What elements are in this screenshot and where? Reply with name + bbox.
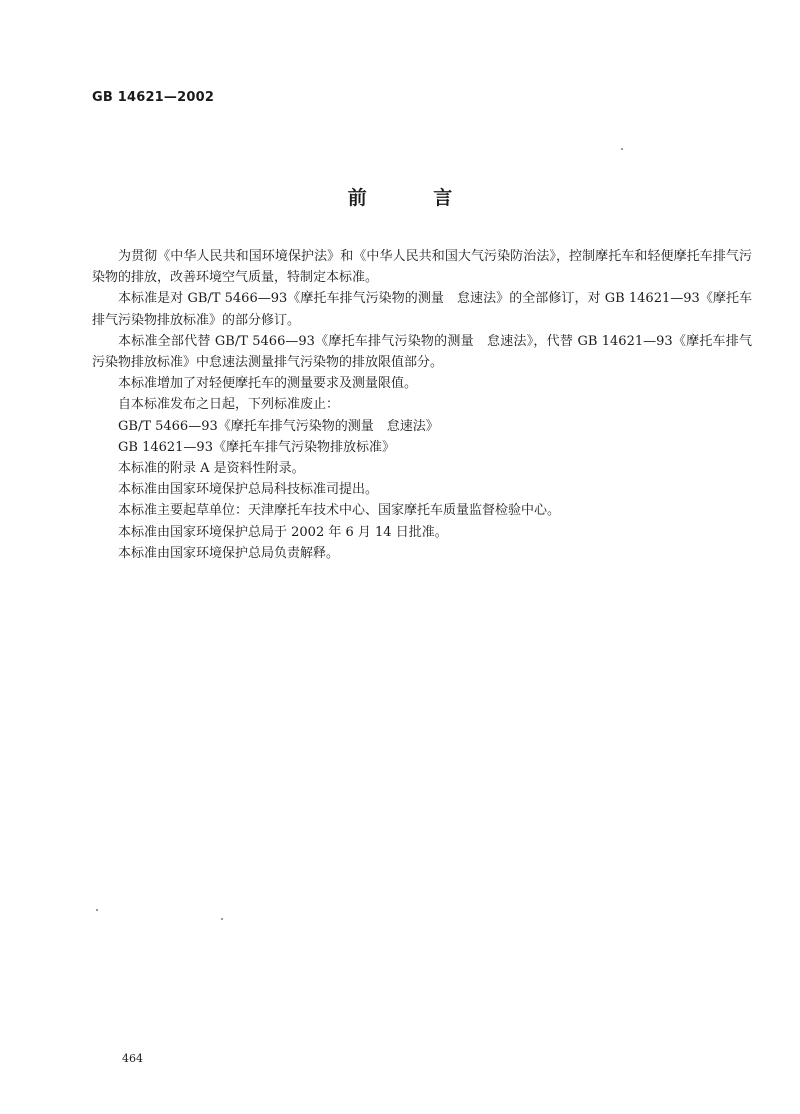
paragraph-approval: 本标准由国家环境保护总局于 2002 年 6 月 14 日批准。 xyxy=(118,524,448,540)
paragraph-proposed-by: 本标准由国家环境保护总局科技标准司提出。 xyxy=(118,482,379,498)
paragraph-appendix: 本标准的附录 A 是资料性附录。 xyxy=(118,461,305,477)
paragraph-revision: 本标准是对 GB/T 5466—93《摩托车排气污染物的测量 怠速法》的全部修订，对 GB 14621—93《摩托车排气污染物排放标准》的部分修订。 xyxy=(92,291,752,328)
scan-speck xyxy=(621,148,623,150)
paragraph-replacement: 本标准全部代替 GB/T 5466—93《摩托车排气污染物的测量 怠速法》，代替 GB 14621—93《摩托车排气污染物排放标准》中怠速法测量排气污染物的排放限值部分。 xyxy=(92,333,752,371)
page-title: 前 言 xyxy=(347,187,483,209)
foreword-body xyxy=(92,246,752,564)
paragraph-drafting-units: 本标准主要起草单位：天津摩托车技术中心、国家摩托车质量监督检验中心。 xyxy=(118,503,561,519)
page-number: 464 xyxy=(122,1052,143,1065)
standard-code: GB 14621—2002 xyxy=(92,90,215,105)
paragraph-abolished-intro: 自本标准发布之日起，下列标准废止： xyxy=(118,397,340,413)
paragraph-addition: 本标准增加了对轻便摩托车的测量要求及测量限值。 xyxy=(118,376,418,392)
scan-speck xyxy=(96,909,98,911)
abolished-standard-1: GB/T 5466—93《摩托车排气污染物的测量 怠速法》 xyxy=(118,418,439,434)
abolished-standard-2: GB 14621—93《摩托车排气污染物排放标准》 xyxy=(118,439,395,455)
paragraph-purpose: 为贯彻《中华人民共和国环境保护法》和《中华人民共和国大气污染防治法》，控制摩托车和轻便摩托车排气污染物的排放，改善环境空气质量，特制定本标准。 xyxy=(92,249,752,286)
paragraph-interpretation: 本标准由国家环境保护总局负责解释。 xyxy=(118,545,340,561)
scan-speck xyxy=(221,918,223,920)
